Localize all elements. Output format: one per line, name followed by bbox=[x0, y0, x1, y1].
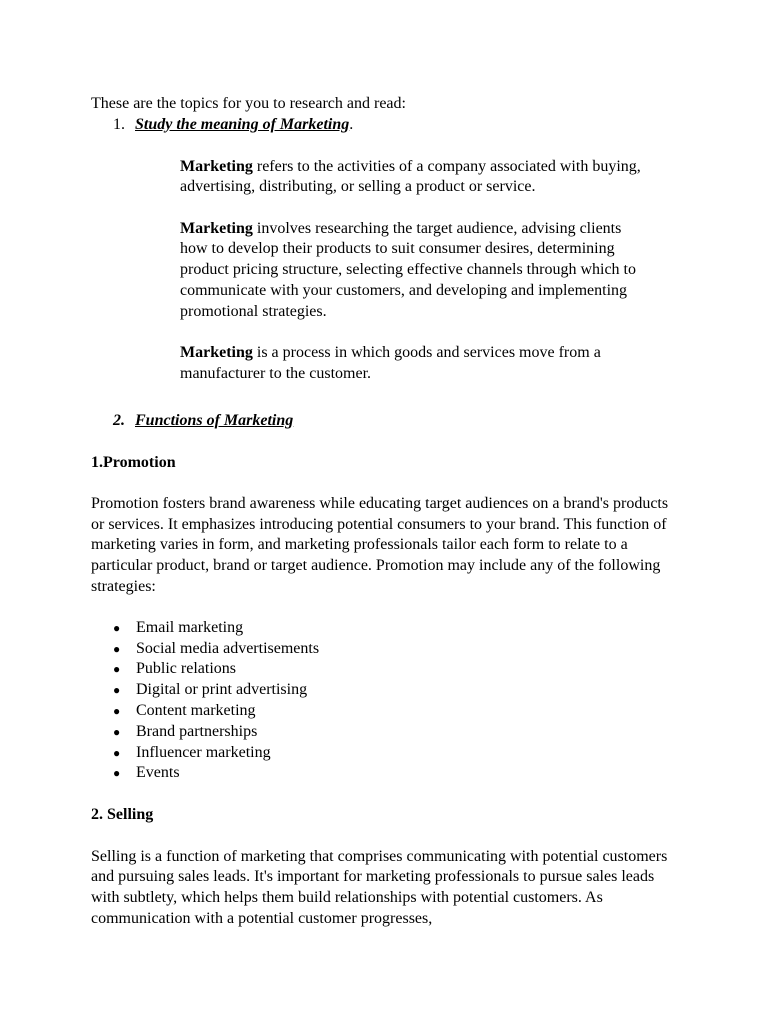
list-item-text: Influencer marketing bbox=[136, 743, 271, 761]
list-item bbox=[91, 680, 711, 701]
list-item bbox=[91, 659, 711, 680]
selling-paragraph: Selling is a function of marketing that comprises communicating with potential customers and pursuing sales leads. It's important for marketing professionals to pursue sales leads with subtlety, which helps them build relationships with potential customers. As communication with a potential customer progresses, bbox=[91, 847, 668, 927]
list-item-text: Digital or print advertising bbox=[136, 681, 308, 699]
definition-paragraph bbox=[180, 343, 650, 385]
list-item-text: Social media advertisements bbox=[136, 639, 320, 657]
definition-keyword: Marketing bbox=[180, 344, 253, 362]
list-item bbox=[91, 701, 711, 722]
topic-1-suffix: . bbox=[349, 115, 354, 133]
list-item bbox=[91, 639, 711, 660]
definitions-block bbox=[91, 157, 650, 385]
list-item bbox=[91, 763, 711, 784]
bullet-icon: ● bbox=[113, 620, 121, 635]
topic-1-number: 1. bbox=[113, 115, 125, 133]
topic-2 bbox=[91, 411, 711, 432]
list-item bbox=[91, 618, 711, 639]
topic-1-title: Study the meaning of Marketing bbox=[135, 115, 350, 133]
list-item-text: Public relations bbox=[136, 660, 236, 678]
intro-text: These are the topics for you to research and read: bbox=[91, 95, 406, 112]
list-item bbox=[91, 743, 711, 764]
bullet-icon: ● bbox=[113, 724, 121, 739]
definition-paragraph bbox=[180, 219, 650, 323]
bullet-icon: ● bbox=[113, 745, 121, 760]
topic-1 bbox=[91, 115, 711, 136]
definition-text: refers to the activities of a company associated with buying, advertising, distributing, or selling a product or service. bbox=[180, 157, 641, 196]
topic-2-number: 2. bbox=[113, 411, 125, 429]
list-item-text: Events bbox=[136, 764, 180, 782]
bullet-icon: ● bbox=[113, 704, 121, 719]
definition-keyword: Marketing bbox=[180, 157, 253, 175]
topic-2-title: Functions of Marketing bbox=[135, 411, 294, 429]
promotion-paragraph: Promotion fosters brand awareness while educating target audiences on a brand's products or services. It emphasizes introducing potential consumers to your brand. This function of marketing varies in form, and marketing professionals tailor each form to relate to a particular product, brand or target audience. Promotion may include any of the following strategies: bbox=[91, 494, 669, 596]
document-page bbox=[91, 94, 711, 930]
bullet-icon: ● bbox=[113, 683, 121, 698]
definition-text: involves researching the target audience, advising clients how to develop their products to suit consumer desires, determining product pricing structure, selecting effective channels through which to communicate with your customers, and developing and implementing promotional strategies. bbox=[180, 219, 636, 320]
list-item bbox=[91, 722, 711, 743]
definition-paragraph bbox=[180, 157, 650, 199]
strategies-list bbox=[91, 618, 711, 784]
list-item-text: Email marketing bbox=[136, 618, 244, 636]
selling-heading: 2. Selling bbox=[91, 806, 154, 824]
definition-keyword: Marketing bbox=[180, 219, 253, 237]
bullet-icon: ● bbox=[113, 766, 121, 781]
bullet-icon: ● bbox=[113, 662, 121, 677]
list-item-text: Brand partnerships bbox=[136, 722, 258, 740]
promotion-heading: 1.Promotion bbox=[91, 453, 176, 471]
list-item-text: Content marketing bbox=[136, 702, 256, 720]
bullet-icon: ● bbox=[113, 641, 121, 656]
definition-text: is a process in which goods and services move from a manufacturer to the customer. bbox=[180, 344, 601, 382]
